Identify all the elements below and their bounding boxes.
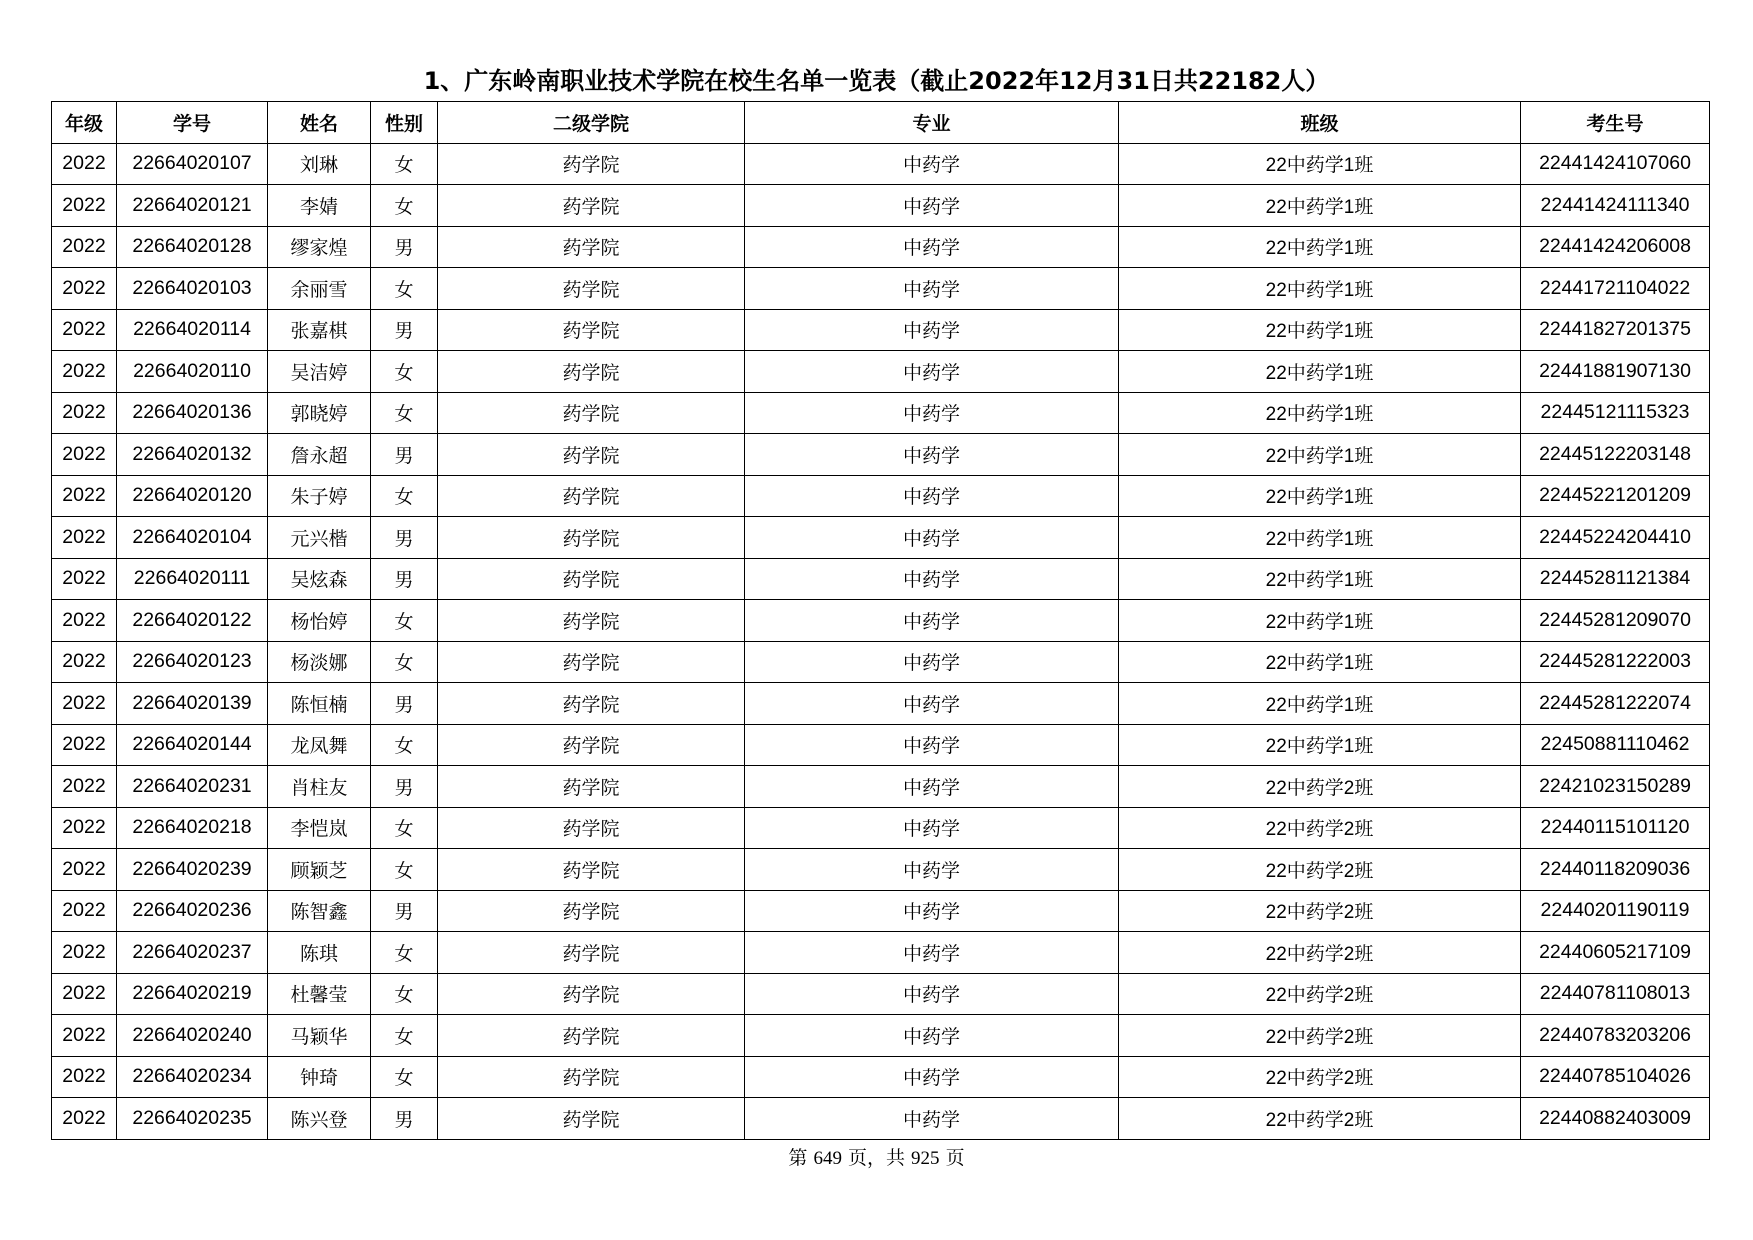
cell-gender: 女 (371, 932, 438, 974)
cell-class: 22中药学2班 (1119, 973, 1521, 1015)
cell-student-id: 22664020123 (117, 641, 268, 683)
cell-college: 药学院 (438, 973, 745, 1015)
table-row (52, 434, 1710, 476)
cell-student-id: 22664020121 (117, 185, 268, 227)
cell-exam-number: 22445281222003 (1521, 641, 1710, 683)
cell-exam-number: 22440605217109 (1521, 932, 1710, 974)
cell-grade: 2022 (52, 268, 117, 310)
header-student-id: 学号 (117, 102, 268, 144)
cell-major: 中药学 (745, 475, 1119, 517)
cell-class: 22中药学2班 (1119, 1056, 1521, 1098)
page-footer (0, 1146, 1753, 1171)
cell-student-id: 22664020139 (117, 683, 268, 725)
cell-name: 钟琦 (268, 1056, 371, 1098)
cell-gender: 女 (371, 641, 438, 683)
cell-college: 药学院 (438, 683, 745, 725)
footer-total-pages: 925 (911, 1148, 940, 1169)
cell-class: 22中药学2班 (1119, 849, 1521, 891)
cell-gender: 男 (371, 890, 438, 932)
cell-major: 中药学 (745, 143, 1119, 185)
cell-name: 陈琪 (268, 932, 371, 974)
cell-exam-number: 22445281222074 (1521, 683, 1710, 725)
cell-major: 中药学 (745, 973, 1119, 1015)
student-roster-table (51, 101, 1710, 1140)
cell-major: 中药学 (745, 766, 1119, 808)
header-name: 姓名 (268, 102, 371, 144)
cell-student-id: 22664020144 (117, 724, 268, 766)
cell-student-id: 22664020104 (117, 517, 268, 559)
cell-grade: 2022 (52, 890, 117, 932)
cell-class: 22中药学2班 (1119, 1015, 1521, 1057)
cell-name: 杨怡婷 (268, 600, 371, 642)
cell-major: 中药学 (745, 392, 1119, 434)
cell-college: 药学院 (438, 434, 745, 476)
cell-major: 中药学 (745, 185, 1119, 227)
cell-class: 22中药学1班 (1119, 434, 1521, 476)
table-row (52, 849, 1710, 891)
cell-class: 22中药学2班 (1119, 932, 1521, 974)
cell-college: 药学院 (438, 268, 745, 310)
cell-college: 药学院 (438, 558, 745, 600)
cell-student-id: 22664020122 (117, 600, 268, 642)
cell-student-id: 22664020120 (117, 475, 268, 517)
cell-gender: 女 (371, 143, 438, 185)
header-gender: 性别 (371, 102, 438, 144)
cell-gender: 男 (371, 558, 438, 600)
cell-major: 中药学 (745, 351, 1119, 393)
cell-name: 元兴楷 (268, 517, 371, 559)
cell-class: 22中药学2班 (1119, 1098, 1521, 1140)
cell-class: 22中药学2班 (1119, 766, 1521, 808)
cell-name: 龙凤舞 (268, 724, 371, 766)
cell-name: 余丽雪 (268, 268, 371, 310)
cell-class: 22中药学1班 (1119, 683, 1521, 725)
cell-class: 22中药学1班 (1119, 143, 1521, 185)
header-class: 班级 (1119, 102, 1521, 144)
cell-student-id: 22664020218 (117, 807, 268, 849)
header-college: 二级学院 (438, 102, 745, 144)
cell-gender: 女 (371, 600, 438, 642)
cell-name: 朱子婷 (268, 475, 371, 517)
cell-college: 药学院 (438, 475, 745, 517)
cell-college: 药学院 (438, 309, 745, 351)
cell-grade: 2022 (52, 517, 117, 559)
cell-student-id: 22664020231 (117, 766, 268, 808)
cell-name: 刘琳 (268, 143, 371, 185)
cell-class: 22中药学2班 (1119, 890, 1521, 932)
cell-major: 中药学 (745, 558, 1119, 600)
table-row (52, 143, 1710, 185)
table-row (52, 890, 1710, 932)
cell-gender: 男 (371, 309, 438, 351)
cell-major: 中药学 (745, 600, 1119, 642)
footer-middle: 页，共 (841, 1147, 912, 1169)
cell-name: 吴洁婷 (268, 351, 371, 393)
cell-gender: 女 (371, 351, 438, 393)
table-row (52, 351, 1710, 393)
cell-grade: 2022 (52, 558, 117, 600)
cell-college: 药学院 (438, 1056, 745, 1098)
table-row (52, 558, 1710, 600)
cell-class: 22中药学2班 (1119, 807, 1521, 849)
cell-class: 22中药学1班 (1119, 517, 1521, 559)
header-grade: 年级 (52, 102, 117, 144)
cell-grade: 2022 (52, 1056, 117, 1098)
cell-name: 杨淡娜 (268, 641, 371, 683)
cell-exam-number: 22441424111340 (1521, 185, 1710, 227)
cell-grade: 2022 (52, 807, 117, 849)
cell-student-id: 22664020110 (117, 351, 268, 393)
cell-student-id: 22664020132 (117, 434, 268, 476)
cell-major: 中药学 (745, 226, 1119, 268)
cell-exam-number: 22440785104026 (1521, 1056, 1710, 1098)
cell-student-id: 22664020237 (117, 932, 268, 974)
cell-major: 中药学 (745, 641, 1119, 683)
cell-college: 药学院 (438, 849, 745, 891)
table-row (52, 766, 1710, 808)
cell-name: 郭晓婷 (268, 392, 371, 434)
header-major: 专业 (745, 102, 1119, 144)
cell-exam-number: 22445121115323 (1521, 392, 1710, 434)
table-row (52, 185, 1710, 227)
cell-name: 李恺岚 (268, 807, 371, 849)
cell-gender: 男 (371, 226, 438, 268)
cell-grade: 2022 (52, 766, 117, 808)
cell-class: 22中药学1班 (1119, 558, 1521, 600)
cell-exam-number: 22441424206008 (1521, 226, 1710, 268)
cell-class: 22中药学1班 (1119, 309, 1521, 351)
cell-gender: 女 (371, 392, 438, 434)
cell-grade: 2022 (52, 600, 117, 642)
cell-major: 中药学 (745, 517, 1119, 559)
cell-major: 中药学 (745, 309, 1119, 351)
footer-prefix: 第 (788, 1147, 814, 1169)
cell-college: 药学院 (438, 766, 745, 808)
cell-gender: 男 (371, 1098, 438, 1140)
table-row (52, 268, 1710, 310)
cell-major: 中药学 (745, 849, 1119, 891)
cell-class: 22中药学1班 (1119, 351, 1521, 393)
table-row (52, 973, 1710, 1015)
cell-class: 22中药学1班 (1119, 475, 1521, 517)
page-title: 1、广东岭南职业技术学院在校生名单一览表（截止2022年12月31日共22182人） (423, 67, 1330, 95)
cell-name: 马颖华 (268, 1015, 371, 1057)
cell-student-id: 22664020219 (117, 973, 268, 1015)
cell-grade: 2022 (52, 351, 117, 393)
cell-student-id: 22664020236 (117, 890, 268, 932)
cell-grade: 2022 (52, 1098, 117, 1140)
cell-name: 李婧 (268, 185, 371, 227)
cell-class: 22中药学1班 (1119, 600, 1521, 642)
table-row (52, 1056, 1710, 1098)
cell-gender: 女 (371, 1015, 438, 1057)
cell-student-id: 22664020128 (117, 226, 268, 268)
cell-college: 药学院 (438, 600, 745, 642)
cell-student-id: 22664020240 (117, 1015, 268, 1057)
cell-grade: 2022 (52, 475, 117, 517)
cell-college: 药学院 (438, 807, 745, 849)
cell-class: 22中药学1班 (1119, 185, 1521, 227)
cell-major: 中药学 (745, 890, 1119, 932)
table-row (52, 807, 1710, 849)
cell-gender: 女 (371, 724, 438, 766)
cell-college: 药学院 (438, 517, 745, 559)
cell-exam-number: 22441424107060 (1521, 143, 1710, 185)
cell-gender: 男 (371, 434, 438, 476)
footer-current-page: 649 (813, 1148, 842, 1169)
cell-exam-number: 22440115101120 (1521, 807, 1710, 849)
cell-major: 中药学 (745, 724, 1119, 766)
cell-college: 药学院 (438, 724, 745, 766)
cell-name: 陈兴登 (268, 1098, 371, 1140)
cell-student-id: 22664020114 (117, 309, 268, 351)
cell-class: 22中药学1班 (1119, 268, 1521, 310)
cell-student-id: 22664020136 (117, 392, 268, 434)
table-header-row (52, 102, 1710, 144)
cell-major: 中药学 (745, 932, 1119, 974)
cell-exam-number: 22445224204410 (1521, 517, 1710, 559)
table-row (52, 226, 1710, 268)
footer-suffix: 页 (939, 1147, 965, 1169)
cell-exam-number: 22441721104022 (1521, 268, 1710, 310)
cell-student-id: 22664020234 (117, 1056, 268, 1098)
cell-grade: 2022 (52, 309, 117, 351)
cell-name: 杜馨莹 (268, 973, 371, 1015)
table-row (52, 683, 1710, 725)
table-row (52, 932, 1710, 974)
cell-gender: 男 (371, 517, 438, 559)
cell-grade: 2022 (52, 849, 117, 891)
cell-gender: 女 (371, 268, 438, 310)
cell-major: 中药学 (745, 807, 1119, 849)
cell-college: 药学院 (438, 1098, 745, 1140)
cell-gender: 女 (371, 807, 438, 849)
table-row (52, 392, 1710, 434)
header-exam-number: 考生号 (1521, 102, 1710, 144)
cell-gender: 女 (371, 185, 438, 227)
cell-grade: 2022 (52, 683, 117, 725)
cell-exam-number: 22445281121384 (1521, 558, 1710, 600)
table-row (52, 1098, 1710, 1140)
cell-name: 肖柱友 (268, 766, 371, 808)
cell-major: 中药学 (745, 268, 1119, 310)
cell-college: 药学院 (438, 226, 745, 268)
cell-exam-number: 22440781108013 (1521, 973, 1710, 1015)
cell-gender: 男 (371, 683, 438, 725)
table-row (52, 309, 1710, 351)
cell-grade: 2022 (52, 973, 117, 1015)
cell-grade: 2022 (52, 226, 117, 268)
cell-name: 陈智鑫 (268, 890, 371, 932)
cell-gender: 男 (371, 766, 438, 808)
cell-grade: 2022 (52, 724, 117, 766)
cell-exam-number: 22440882403009 (1521, 1098, 1710, 1140)
cell-college: 药学院 (438, 185, 745, 227)
cell-gender: 女 (371, 475, 438, 517)
cell-major: 中药学 (745, 434, 1119, 476)
cell-exam-number: 22440118209036 (1521, 849, 1710, 891)
cell-student-id: 22664020103 (117, 268, 268, 310)
cell-college: 药学院 (438, 143, 745, 185)
cell-grade: 2022 (52, 434, 117, 476)
cell-name: 顾颖芝 (268, 849, 371, 891)
table-row (52, 641, 1710, 683)
table-row (52, 475, 1710, 517)
cell-gender: 女 (371, 973, 438, 1015)
cell-exam-number: 22445221201209 (1521, 475, 1710, 517)
cell-student-id: 22664020107 (117, 143, 268, 185)
cell-college: 药学院 (438, 641, 745, 683)
cell-name: 陈恒楠 (268, 683, 371, 725)
cell-class: 22中药学1班 (1119, 392, 1521, 434)
cell-grade: 2022 (52, 185, 117, 227)
cell-exam-number: 22441827201375 (1521, 309, 1710, 351)
table-row (52, 1015, 1710, 1057)
table-body (52, 143, 1710, 1139)
cell-exam-number: 22440201190119 (1521, 890, 1710, 932)
cell-college: 药学院 (438, 890, 745, 932)
cell-name: 张嘉棋 (268, 309, 371, 351)
cell-student-id: 22664020111 (117, 558, 268, 600)
cell-exam-number: 22450881110462 (1521, 724, 1710, 766)
cell-college: 药学院 (438, 351, 745, 393)
table-row (52, 724, 1710, 766)
cell-major: 中药学 (745, 1056, 1119, 1098)
cell-class: 22中药学1班 (1119, 724, 1521, 766)
cell-exam-number: 22440783203206 (1521, 1015, 1710, 1057)
cell-class: 22中药学1班 (1119, 641, 1521, 683)
cell-name: 吴炫森 (268, 558, 371, 600)
cell-grade: 2022 (52, 143, 117, 185)
cell-grade: 2022 (52, 641, 117, 683)
cell-gender: 女 (371, 849, 438, 891)
cell-exam-number: 22441881907130 (1521, 351, 1710, 393)
cell-major: 中药学 (745, 683, 1119, 725)
cell-college: 药学院 (438, 932, 745, 974)
cell-major: 中药学 (745, 1015, 1119, 1057)
table-row (52, 517, 1710, 559)
cell-student-id: 22664020235 (117, 1098, 268, 1140)
cell-exam-number: 22421023150289 (1521, 766, 1710, 808)
cell-gender: 女 (371, 1056, 438, 1098)
table-row (52, 600, 1710, 642)
cell-student-id: 22664020239 (117, 849, 268, 891)
cell-class: 22中药学1班 (1119, 226, 1521, 268)
cell-college: 药学院 (438, 1015, 745, 1057)
cell-exam-number: 22445281209070 (1521, 600, 1710, 642)
cell-grade: 2022 (52, 932, 117, 974)
cell-grade: 2022 (52, 392, 117, 434)
cell-grade: 2022 (52, 1015, 117, 1057)
cell-name: 缪家煌 (268, 226, 371, 268)
cell-name: 詹永超 (268, 434, 371, 476)
cell-exam-number: 22445122203148 (1521, 434, 1710, 476)
cell-major: 中药学 (745, 1098, 1119, 1140)
cell-college: 药学院 (438, 392, 745, 434)
